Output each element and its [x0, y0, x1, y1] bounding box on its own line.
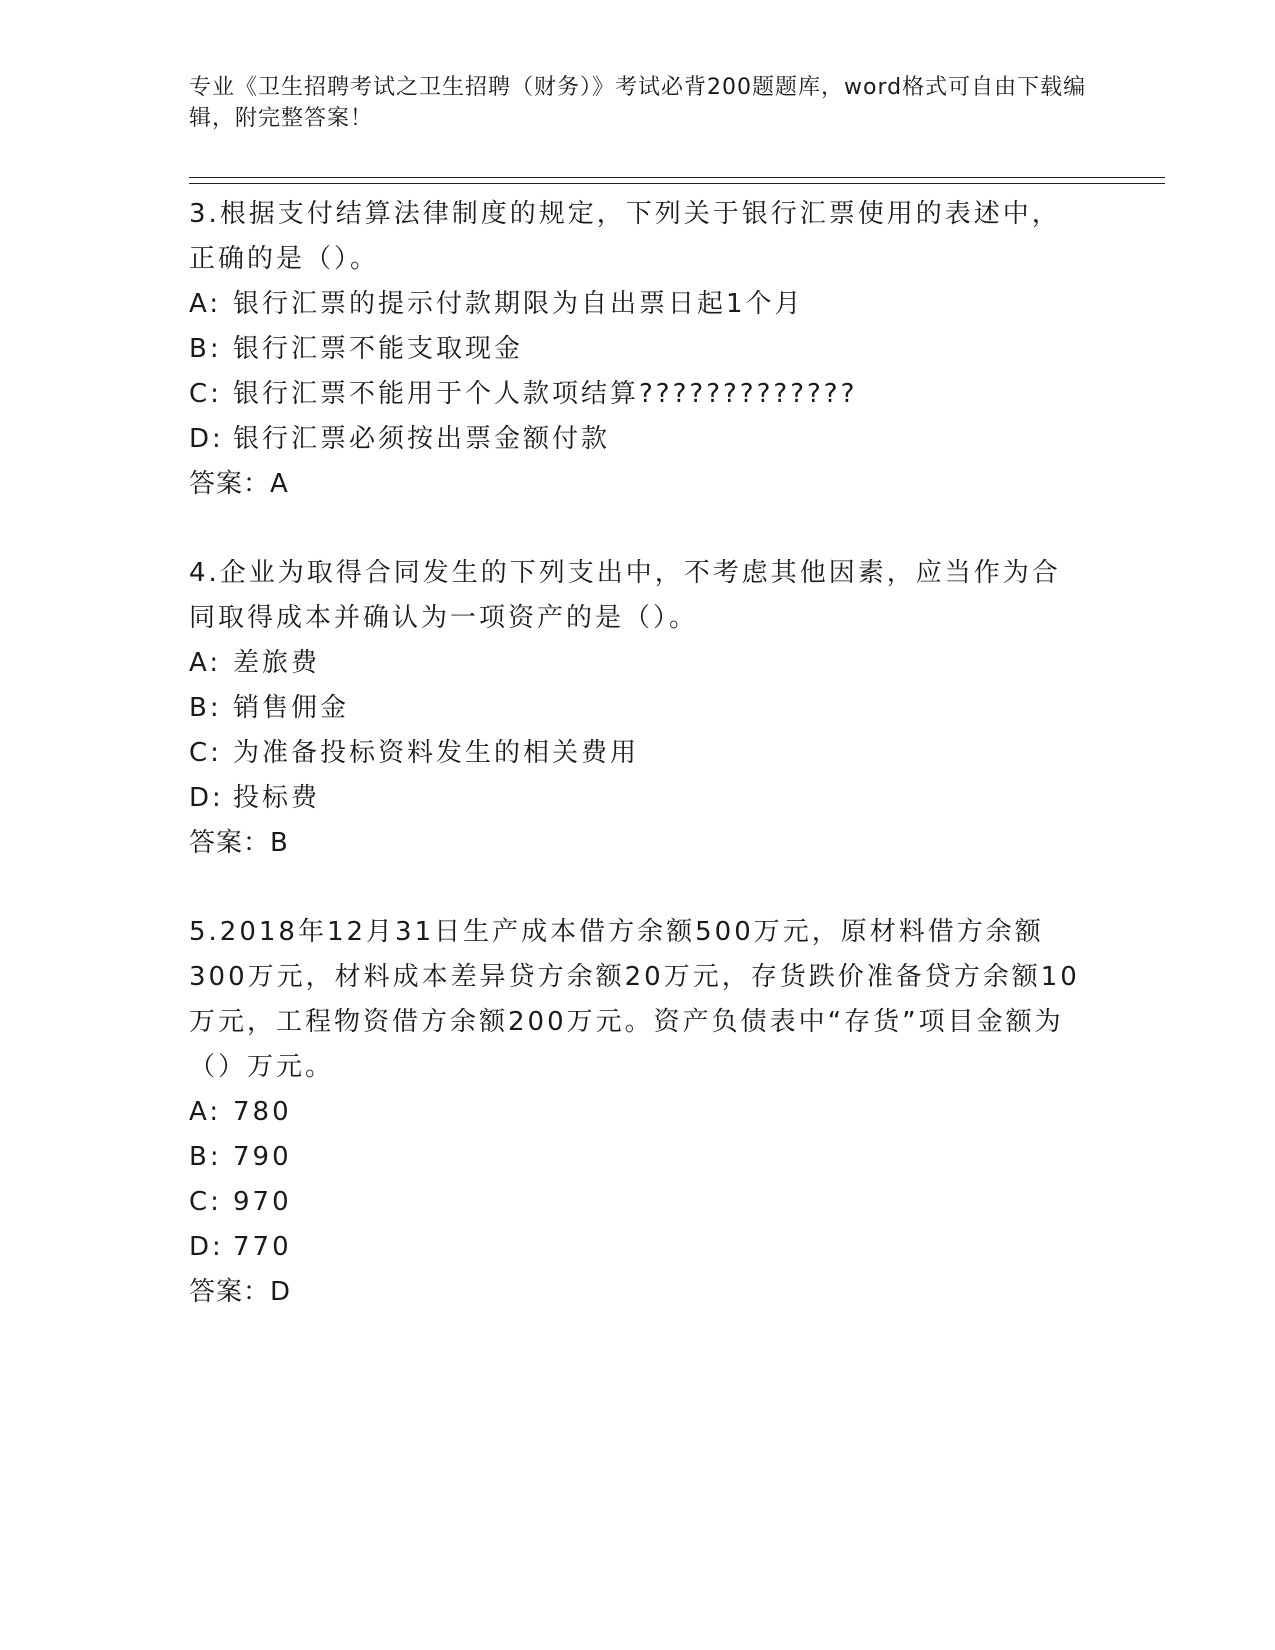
- option-text: 790: [233, 1142, 292, 1172]
- option-text: 770: [233, 1232, 292, 1262]
- option-letter: C:: [189, 738, 222, 768]
- option-c: [189, 1180, 1089, 1225]
- option-text: 差旅费: [233, 648, 321, 678]
- option-d: [189, 1225, 1089, 1270]
- answer-line: 答案：A: [189, 469, 289, 499]
- answer-line: 答案：D: [189, 1277, 292, 1307]
- option-letter: A:: [189, 648, 222, 678]
- option-text: 为准备投标资料发生的相关费用: [233, 738, 640, 768]
- question-5: [189, 910, 1089, 1315]
- option-text: 销售佣金: [233, 693, 350, 723]
- question-4: [189, 551, 1089, 866]
- option-c: [189, 372, 1089, 417]
- option-d: [189, 417, 1089, 462]
- option-letter: C:: [189, 379, 222, 409]
- header-text: 专业《卫生招聘考试之卫生招聘（财务）》考试必背200题题库，word格式可自由下载编辑，附完整答案！: [189, 75, 1087, 131]
- option-b: [189, 327, 1089, 372]
- question-stem: 3.根据支付结算法律制度的规定，下列关于银行汇票使用的表述中，正确的是（）。: [189, 199, 1061, 274]
- question-stem: 5.2018年12月31日生产成本借方余额500万元，原材料借方余额300万元，材料成本差异贷方余额20万元，存货跌价准备贷方余额10万元，工程物资借方余额200万元。资产负债表中“存货”项目金额为（）万元。: [189, 917, 1080, 1082]
- option-c: [189, 731, 1089, 776]
- option-text: 投标费: [233, 783, 321, 813]
- option-letter: B:: [189, 1142, 222, 1172]
- option-a: [189, 282, 1089, 327]
- header-divider-top: [189, 177, 1165, 178]
- option-letter: A:: [189, 1097, 222, 1127]
- option-letter: B:: [189, 693, 222, 723]
- option-b: [189, 1135, 1089, 1180]
- option-letter: B:: [189, 334, 222, 364]
- question-list: [189, 192, 1089, 1359]
- option-letter: D:: [189, 1232, 224, 1262]
- option-b: [189, 686, 1089, 731]
- option-letter: C:: [189, 1187, 222, 1217]
- option-text: 970: [233, 1187, 292, 1217]
- option-text: 银行汇票必须按出票金额付款: [233, 424, 611, 454]
- question-3: [189, 192, 1089, 507]
- option-letter: D:: [189, 783, 224, 813]
- header-divider-bottom: [189, 183, 1165, 184]
- option-text: 银行汇票的提示付款期限为自出票日起1个月: [233, 289, 804, 319]
- question-stem: 4.企业为取得合同发生的下列支出中，不考虑其他因素，应当作为合同取得成本并确认为一项资产的是（）。: [189, 558, 1061, 633]
- option-text: 银行汇票不能支取现金: [233, 334, 524, 364]
- document-header: [189, 72, 1089, 134]
- option-d: [189, 776, 1089, 821]
- option-text: 银行汇票不能用于个人款项结算?????????????: [233, 379, 858, 409]
- option-letter: D:: [189, 424, 224, 454]
- option-text: 780: [233, 1097, 292, 1127]
- option-a: [189, 641, 1089, 686]
- answer-line: 答案：B: [189, 828, 289, 858]
- option-a: [189, 1090, 1089, 1135]
- option-letter: A:: [189, 289, 222, 319]
